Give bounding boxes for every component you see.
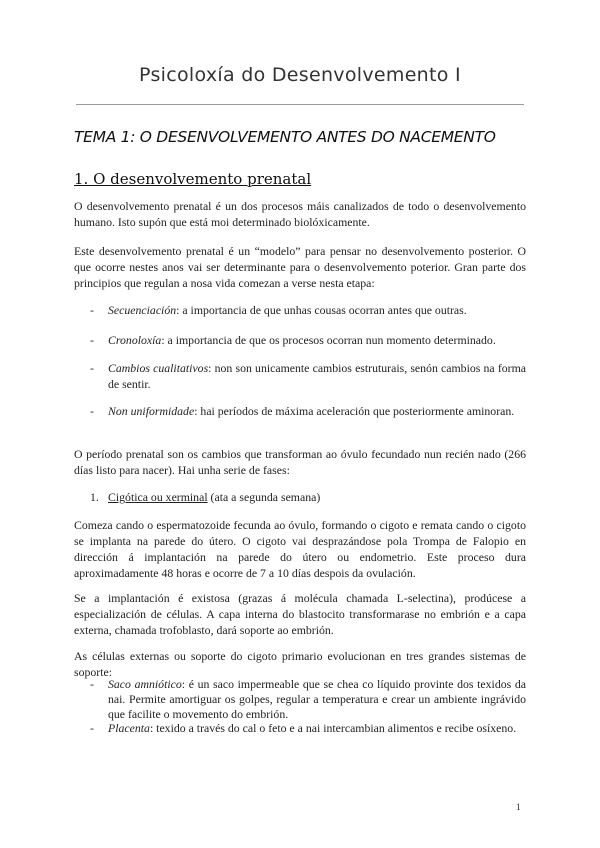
list-item [90, 332, 526, 348]
list-dash: - [90, 303, 94, 317]
chapter-title: TEMA 1: O DESENVOLVEMENTO ANTES DO NACEMENTO [74, 128, 496, 146]
list-term: Cronoloxía [108, 333, 162, 347]
list-term: Saco amniótico [108, 677, 182, 691]
paragraph-prenatal-period: O período prenatal son os cambios que transforman ao óvulo fecundado nun recién nado (266 días listo para nacer). Hai unha serie de fases: [74, 447, 526, 477]
list-dash: - [90, 361, 94, 375]
list-item [90, 360, 526, 392]
paragraph-support-systems: As células externas ou soporte do cigoto primario evolucionan en tres grandes sistemas de soporte: [74, 649, 526, 679]
list-item [90, 403, 526, 419]
phase-duration: (ata a segunda semana) [207, 490, 321, 504]
section-heading: 1. O desenvolvemento prenatal [74, 170, 312, 188]
list-term: Cambios cualitativos [108, 361, 209, 375]
list-term: Placenta [108, 721, 150, 735]
paragraph-zygote: Comeza cando o espermatozoide fecunda ao óvulo, formando o cigoto e remata cando o cigoto se implanta na parede do útero. O cigoto vai desprazándose pola Trompa de Falopio en dirección á implantación na parede do útero ou endometrio. Este proceso dura aproximadamente 48 horas e ocorre de 7 a 10 días despois da ovulación. [74, 518, 526, 580]
list-item [90, 721, 526, 736]
list-dash: - [90, 333, 94, 347]
list-term: Secuenciación [108, 303, 177, 317]
page-number: 1 [516, 802, 521, 812]
list-item [90, 302, 526, 318]
list-text: : a importancia de que unhas cousas ocorran antes que outras. [176, 303, 467, 317]
list-item [90, 677, 526, 722]
paragraph-intro: O desenvolvemento prenatal é un dos procesos máis canalizados de todo o desenvolvemento humano. Isto supón que está moi determinado biolóxicamente. [74, 199, 526, 229]
list-text: : hai períodos de máxima aceleración que posteriormente aminoran. [194, 404, 515, 418]
page-header-title: Psicoloxía do Desenvolvemento I [139, 64, 461, 86]
header-divider [76, 104, 524, 105]
list-dash: - [90, 677, 94, 691]
paragraph-model: Este desenvolvemento prenatal é un “modelo” para pensar no desenvolvemento posterior. O que ocorre nestes anos vai ser determinante para o desenvolvemento poterior. Gran parte dos principios que regulan a nosa vida comezan a verse nesta etapa: [74, 244, 526, 290]
phase-name: Cigótica ou xerminal [108, 490, 208, 504]
numbered-item-phase [90, 490, 320, 505]
list-text: : a importancia de que os procesos ocorran nun momento determinado. [161, 333, 496, 347]
paragraph-implantation: Se a implantación é existosa (grazas á molécula chamada L-selectina), prodúcese a especialización de células. A capa interna do blastocito transformarase no embrión e a capa externa, chamada trofoblasto, dará soporte ao embrión. [74, 591, 526, 637]
list-text: : texido a través do cal o feto e a nai intercambian alimentos e recibe osíxeno. [149, 721, 517, 735]
list-text: : non son unicamente cambios estruturais, senón cambios na forma de sentir. [108, 361, 526, 391]
list-term: Non uniformidade [108, 404, 195, 418]
list-text: : é un saco impermeable que se chea co líquido provinte dos texidos da nai. Permite amortiguar os golpes, regular a temperatura e crear un ambiente ingrávido que facilite o movemento do embrión. [108, 677, 526, 721]
list-dash: - [90, 404, 94, 418]
list-dash: - [90, 721, 94, 735]
phase-number: 1. [90, 490, 99, 504]
